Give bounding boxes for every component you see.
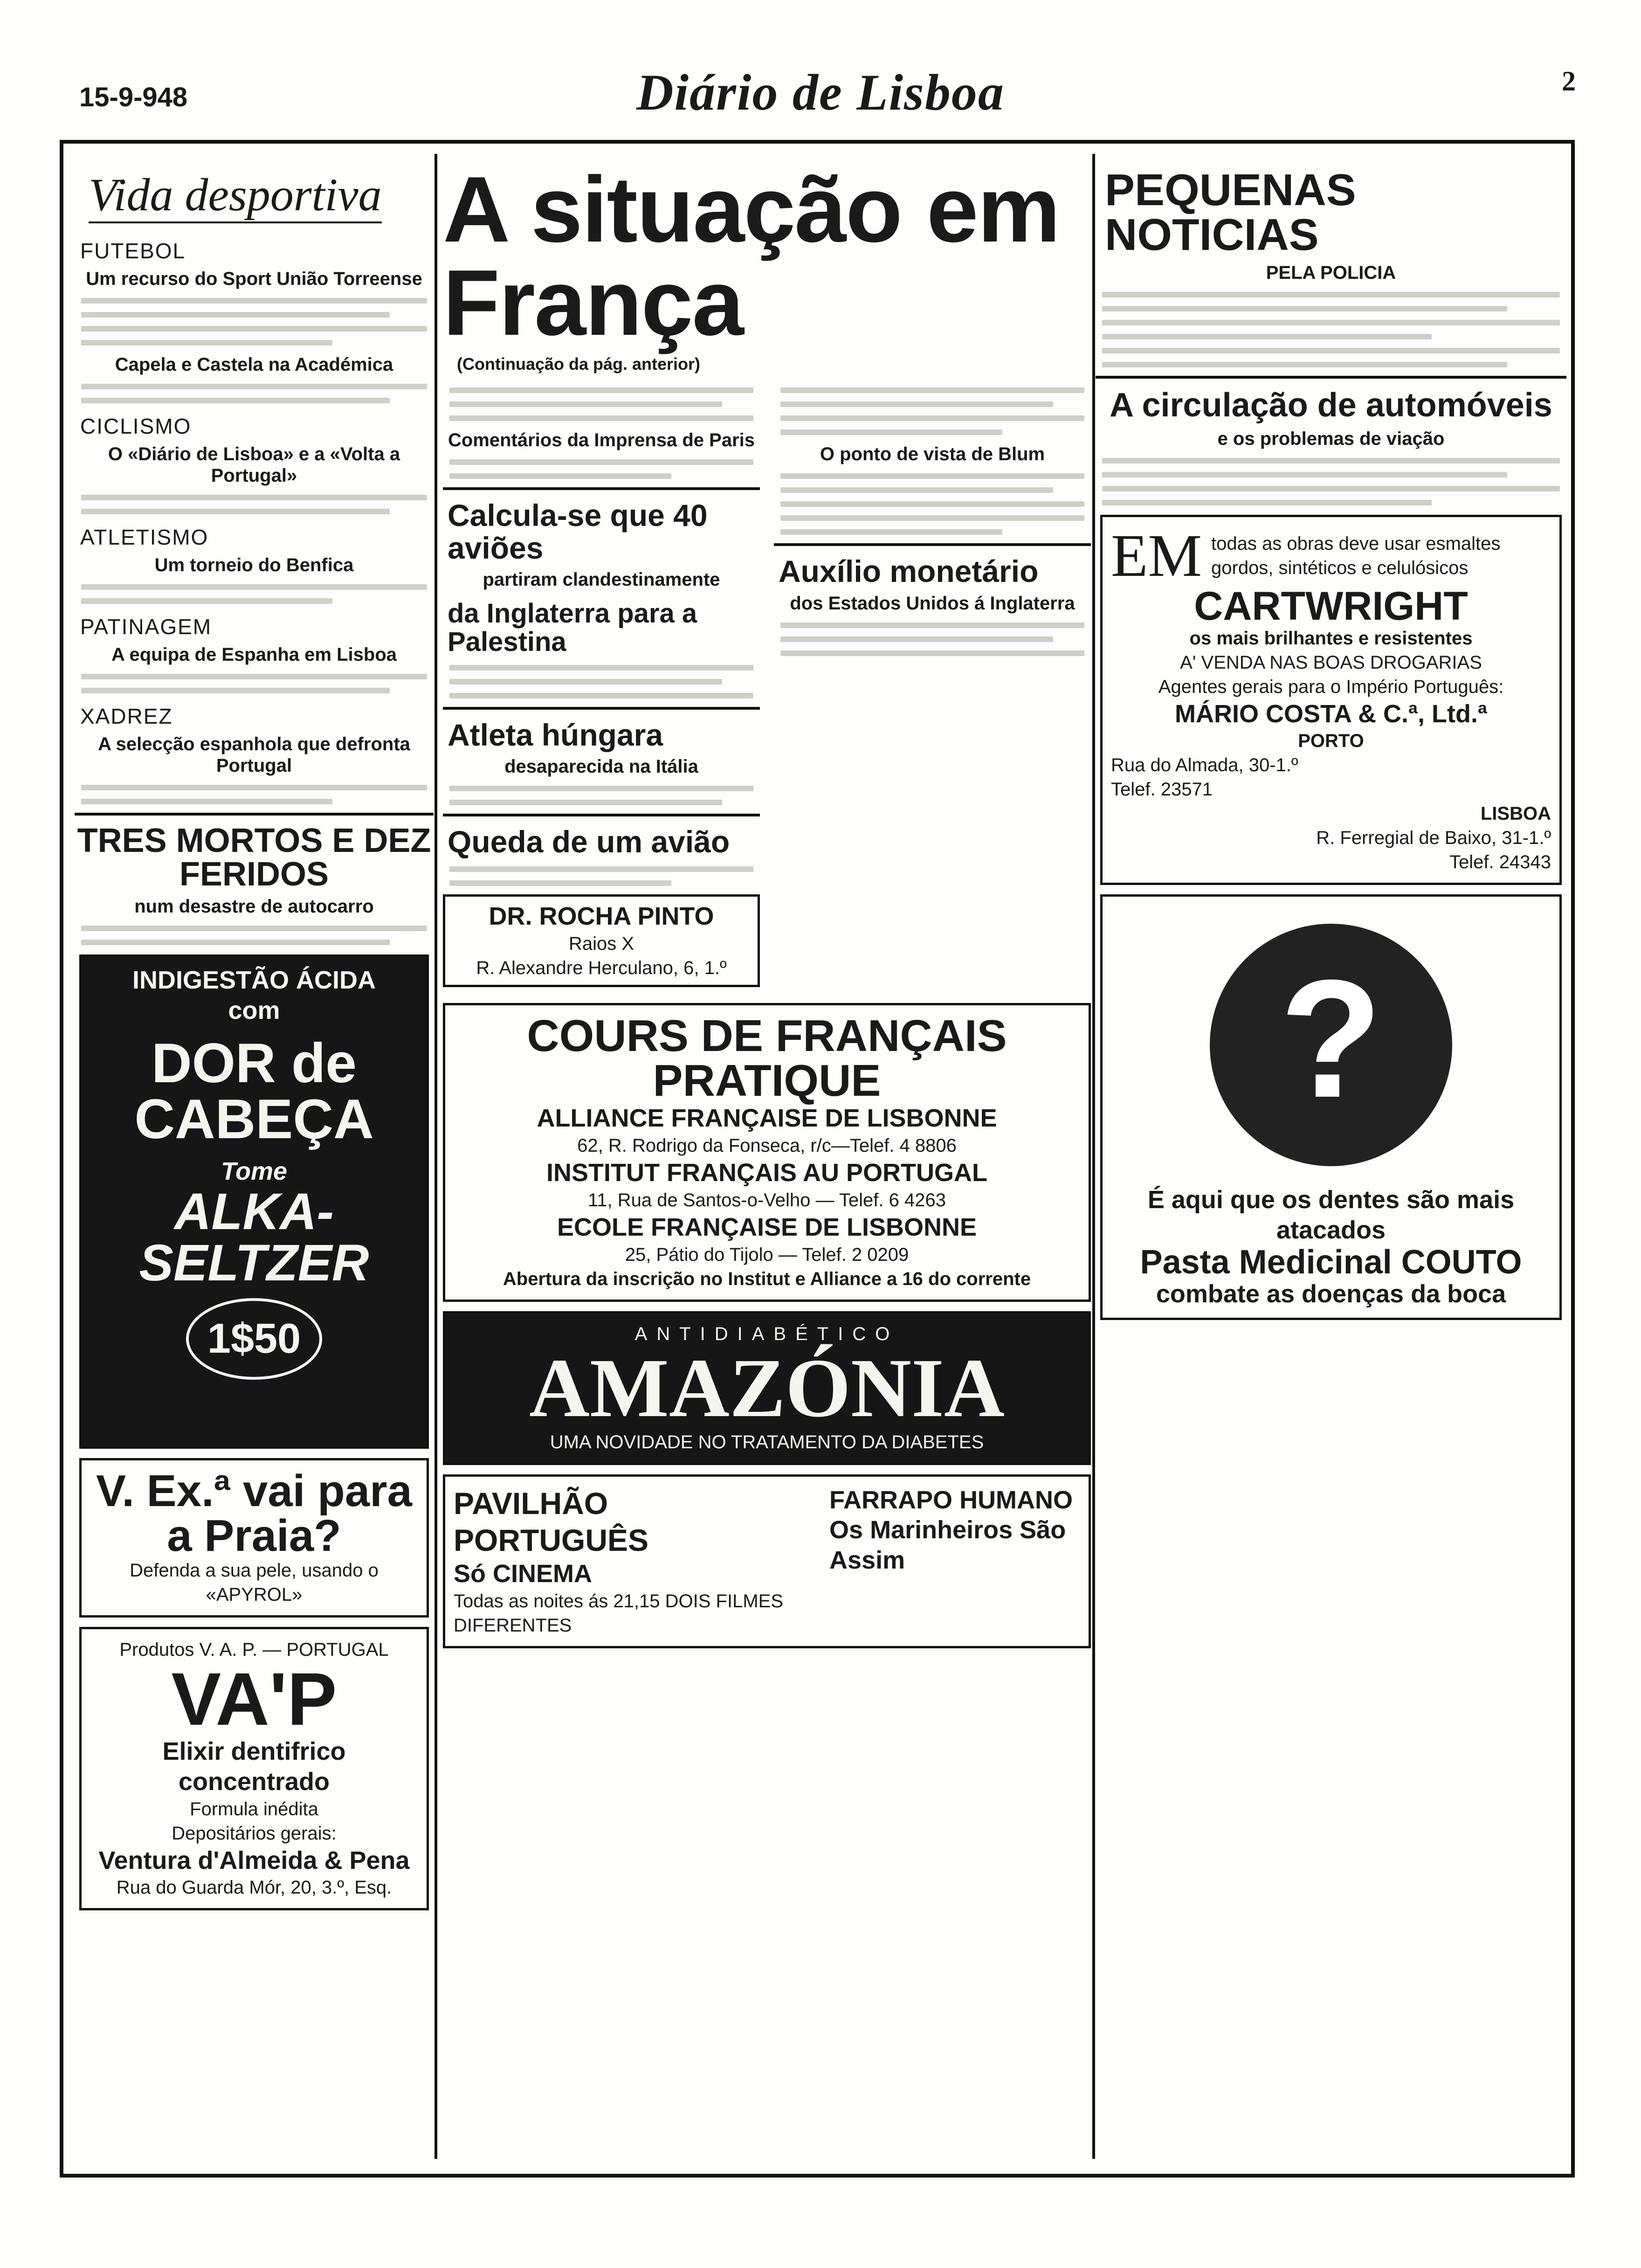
text-line: [780, 636, 1053, 642]
brand-name: Pasta Medicinal COUTO: [1140, 1243, 1522, 1281]
ad-title: COURS DE FRANÇAIS PRATIQUE: [527, 1011, 1007, 1106]
divider: [75, 813, 434, 816]
text-line: [780, 415, 1084, 421]
text-line: [449, 693, 753, 698]
text-line: [81, 926, 427, 931]
ad-line: PORTO: [1298, 731, 1364, 752]
ad-line: Rua do Guarda Mór, 20, 3.º, Esq.: [116, 1877, 392, 1898]
section-label: CICLISMO: [80, 414, 192, 438]
text-line: [780, 622, 1084, 628]
ad-line: Elixir dentifrico concentrado: [162, 1737, 346, 1796]
ad-line: ALLIANCE FRANÇAISE DE LISBONNE: [537, 1104, 997, 1133]
text-line: [449, 866, 753, 872]
ad-line: ECOLE FRANÇAISE DE LISBONNE: [557, 1213, 977, 1241]
divider: [1096, 376, 1566, 379]
price-badge: 1$50: [186, 1298, 322, 1380]
section-label: XADREZ: [80, 704, 173, 728]
text-line: [1102, 362, 1507, 367]
divider: [443, 814, 760, 816]
ad-line: Agentes gerais para o Império Português:: [1158, 676, 1504, 697]
article-headline: Calcula-se que 40 aviões: [448, 498, 708, 565]
masthead-date: 15-9-948: [79, 82, 188, 112]
main-headline: A situação em França: [443, 158, 1060, 355]
text-line: [81, 674, 427, 679]
ad-line: Só CINEMA: [454, 1559, 592, 1588]
brand-name: CARTWRIGHT: [1194, 583, 1468, 629]
text-line: [81, 340, 332, 346]
text-line: [780, 501, 1084, 507]
ad-line: DOR de CABEÇA: [134, 1031, 374, 1150]
article-headline: Comentários da Imprensa de Paris: [448, 430, 755, 451]
ad-line: Telef. 24343: [1449, 852, 1551, 873]
text-line: [1102, 348, 1560, 353]
cartwright-ad: [1100, 515, 1562, 885]
article-left: [443, 379, 760, 994]
ad-line: 62, R. Rodrigo da Fonseca, r/c—Telef. 4 8806: [577, 1135, 957, 1156]
couto-ad: [1100, 894, 1562, 1320]
ad-line: 25, Pátio do Tijolo — Telef. 2 0209: [625, 1244, 909, 1265]
divider: [443, 487, 760, 490]
ad-line: Rua do Almada, 30-1.º: [1111, 755, 1298, 776]
article-headline: Capela e Castela na Académica: [115, 354, 393, 375]
article-subhead: dos Estados Unidos á Inglaterra: [790, 593, 1075, 614]
text-line: [81, 940, 390, 945]
ad-line: Abertura da inscrição no Institut e Alliance a 16 do corrente: [503, 1268, 1031, 1289]
section-kicker: Vida desportiva: [89, 168, 382, 223]
page-number: 2: [1562, 66, 1576, 97]
text-line: [780, 529, 1002, 535]
article-headline: Atleta húngara: [448, 717, 663, 752]
text-line: [780, 473, 1084, 479]
text-line: [81, 495, 427, 500]
amazonia-ad: [443, 1311, 1091, 1465]
article-headline: Um recurso do Sport União Torreense: [86, 269, 422, 289]
continuation-note: (Continuação da pág. anterior): [457, 354, 701, 373]
article-right: [774, 379, 1091, 994]
text-line: [449, 401, 722, 407]
ad-line: R. Ferregial de Baixo, 31-1.º: [1316, 828, 1551, 849]
pavilhao-right: [829, 1485, 1080, 1638]
text-line: [780, 401, 1053, 407]
ad-line: combate as doenças da boca: [1156, 1279, 1506, 1308]
article-headline: A circulação de automóveis: [1110, 387, 1552, 424]
section-label: PATINAGEM: [80, 615, 212, 639]
ad-line: Os Marinheiros São Assim: [829, 1516, 1066, 1575]
ad-line: todas as obras deve usar esmaltes gordos, sintéticos e celulósicos: [1211, 533, 1501, 578]
ad-line: Defenda a sua pele, usando o «APYROL»: [130, 1560, 379, 1605]
cartwright-top: [1111, 522, 1551, 589]
ad-line: Ventura d'Almeida & Pena: [98, 1846, 410, 1874]
text-line: [81, 785, 427, 790]
text-line: [780, 429, 1002, 435]
ad-line: PAVILHÃO PORTUGUÊS: [454, 1486, 649, 1557]
text-line: [449, 679, 722, 685]
article-columns: [438, 379, 1096, 994]
ad-line: ANTIDIABÉTICO: [634, 1323, 899, 1344]
text-line: [81, 398, 390, 403]
text-line: [780, 515, 1084, 521]
article-subhead: partiram clandestinamente: [483, 569, 720, 590]
article-headline: A selecção espanhola que defronta Portugal: [98, 734, 410, 776]
news-column: [1096, 154, 1566, 2159]
text-line: [1102, 334, 1432, 339]
brand-name: ALKA-SELTZER: [139, 1183, 369, 1292]
section-label: FUTEBOL: [80, 239, 186, 263]
divider: [443, 707, 760, 710]
article-headline: O «Diário de Lisboa» e a «Volta a Portugal»: [108, 444, 400, 486]
text-line: [1102, 320, 1560, 325]
cours-francais-ad: [443, 1003, 1091, 1301]
ad-line: Telef. 23571: [1111, 779, 1213, 800]
apyrol-ad: [79, 1458, 429, 1618]
text-line: [1102, 500, 1432, 505]
masthead-title: Diário de Lisboa: [636, 64, 1005, 121]
text-line: [1102, 486, 1560, 491]
text-line: [449, 880, 671, 886]
text-line: [449, 415, 753, 421]
text-line: [1102, 458, 1560, 463]
text-line: [780, 487, 1053, 493]
text-line: [81, 584, 427, 590]
column-rule: [434, 154, 437, 2159]
main-column: [438, 154, 1096, 2159]
ad-line: EM: [1111, 522, 1202, 589]
text-line: [81, 509, 390, 514]
skull-illustration: [1210, 924, 1452, 1166]
text-line: [449, 786, 753, 791]
ad-line: Produtos V. A. P. — PORTUGAL: [119, 1639, 389, 1660]
ad-line: INSTITUT FRANÇAIS AU PORTUGAL: [546, 1158, 987, 1187]
ad-line: com: [228, 996, 280, 1024]
brand-name: VA'P: [171, 1657, 337, 1741]
ad-line: É aqui que os dentes são mais atacados: [1147, 1186, 1515, 1245]
text-line: [81, 326, 427, 332]
article-subhead: desaparecida na Itália: [504, 756, 698, 777]
text-line: [1102, 306, 1507, 311]
pavilhao-left: [454, 1485, 811, 1638]
brand-name: AMAZÓNIA: [529, 1341, 1005, 1434]
ad-line: Raios X: [568, 933, 634, 954]
ad-title: V. Ex.ª vai para a Praia?: [96, 1466, 412, 1561]
alka-seltzer-ad: [79, 954, 429, 1449]
ad-line: 11, Rua de Santos-o-Velho — Telef. 6 4263: [588, 1189, 946, 1210]
section-label: PELA POLICIA: [1266, 263, 1396, 283]
ad-line: INDIGESTÃO ÁCIDA: [132, 966, 376, 994]
ad-line: R. Alexandre Herculano, 6, 1.º: [476, 958, 727, 979]
text-line: [1102, 472, 1507, 477]
text-line: [81, 312, 390, 318]
ad-line: FARRAPO HUMANO: [829, 1486, 1073, 1514]
text-line: [81, 298, 427, 304]
vap-ad: [79, 1627, 429, 1910]
text-line: [449, 387, 753, 393]
pavilhao-ad: [443, 1474, 1091, 1648]
article-headline: Um torneio do Benfica: [154, 555, 354, 575]
ad-line: Formula inédita: [190, 1798, 318, 1819]
article-headline: Queda de um avião: [448, 824, 730, 859]
article-headline: A equipa de Espanha em Lisboa: [111, 644, 397, 665]
text-line: [81, 799, 332, 804]
text-line: [1102, 292, 1560, 297]
ad-line: A' VENDA NAS BOAS DROGARIAS: [1180, 652, 1482, 673]
ad-line: os mais brilhantes e resistentes: [1189, 628, 1473, 649]
text-line: [449, 665, 753, 671]
ad-line: Tome: [221, 1157, 287, 1185]
divider: [774, 543, 1091, 546]
sports-column: [75, 154, 434, 2159]
news-headline: TRES MORTOS E DEZ FERIDOS: [77, 822, 431, 893]
article-headline: da Inglaterra para a Palestina: [448, 598, 697, 657]
text-line: [780, 387, 1084, 393]
article-headline: Auxílio monetário: [779, 554, 1039, 589]
text-line: [81, 688, 390, 693]
text-line: [449, 473, 671, 479]
ad-title: DR. ROCHA PINTO: [489, 902, 714, 931]
text-line: [81, 384, 427, 389]
ad-line: Depositários gerais:: [172, 1823, 337, 1844]
text-line: [449, 459, 753, 465]
rocha-pinto-ad: [443, 894, 760, 987]
text-line: [449, 800, 722, 805]
news-subhead: num desastre de autocarro: [134, 896, 374, 917]
ad-line: Todas as noites ás 21,15 DOIS FILMES DIFERENTES: [454, 1590, 784, 1636]
text-line: [780, 650, 1084, 656]
article-headline: O ponto de vista de Blum: [820, 444, 1045, 465]
ad-line: MÁRIO COSTA & C.ª, Ltd.ª: [1175, 699, 1487, 728]
article-subhead: e os problemas de viação: [1217, 428, 1445, 449]
ad-line: UMA NOVIDADE NO TRATAMENTO DA DIABETES: [550, 1431, 984, 1452]
section-headline: PEQUENAS NOTICIAS: [1105, 165, 1356, 260]
section-label: ATLETISMO: [80, 525, 209, 549]
text-line: [81, 598, 332, 604]
ad-line: LISBOA: [1480, 803, 1551, 824]
